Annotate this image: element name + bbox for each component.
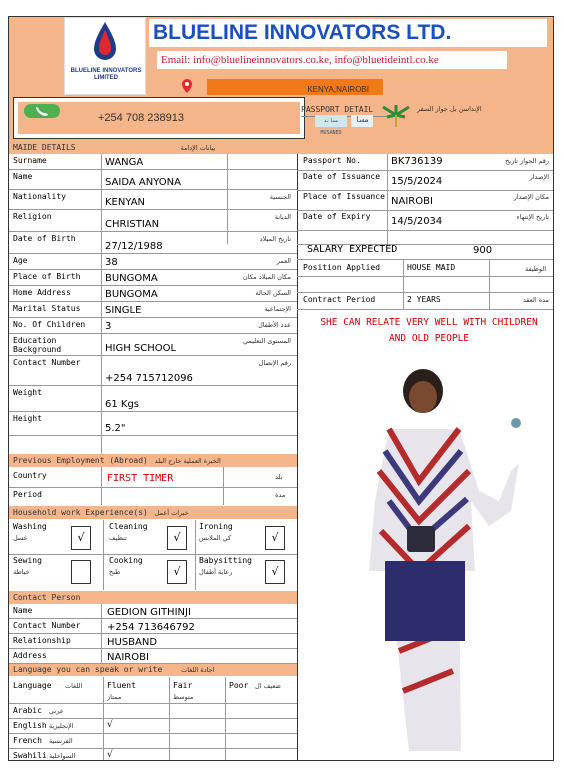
language-title-ar: اجادة اللغات <box>181 666 215 674</box>
maide-label: Education Background <box>13 336 62 354</box>
language-ar: عربي <box>49 707 64 715</box>
contract-label: Contract Period <box>303 295 376 304</box>
palm-tree-icon <box>379 103 413 127</box>
musaned-logo: مساند MUSANED <box>315 115 347 127</box>
maide-label: Age <box>13 256 28 265</box>
email-line: Email: info@bluelineinnovators.co.ke, info@bluetideintl.co.ke <box>157 51 507 69</box>
household-divider <box>103 520 104 590</box>
maide-value: 5.2" <box>105 423 126 434</box>
lang-row-line <box>9 733 297 734</box>
position-ar: الوظيفة <box>525 265 547 273</box>
maide-value: SINGLE <box>105 305 142 316</box>
checkbox[interactable]: √ <box>167 560 187 584</box>
maide-details-header <box>9 141 554 154</box>
fluent-ar: ممتاز <box>107 693 122 701</box>
salary-value: 900 <box>473 245 493 256</box>
contact-person-header <box>9 591 297 604</box>
lang-row-line <box>9 718 297 719</box>
contact-value: +254 713646792 <box>107 622 195 633</box>
column-divider <box>297 154 298 761</box>
household-label: Cleaning <box>109 522 148 531</box>
maide-ar: رقم الإتصال <box>258 359 291 367</box>
water-drop-icon <box>94 22 116 60</box>
language-name: English <box>13 721 47 730</box>
phone-icon <box>24 104 60 118</box>
contact-row <box>9 649 297 664</box>
household-label: Sewing <box>13 556 42 565</box>
household-label: Cooking <box>109 556 143 565</box>
maide-ar: عدد الأطفال <box>258 321 291 329</box>
household-title-ar: خبرات أعمل <box>154 509 189 517</box>
maide-label: Height <box>13 414 42 423</box>
maide-ar: العمر <box>276 257 291 265</box>
location-pin-icon <box>181 79 193 93</box>
maide-label: Name <box>13 172 33 181</box>
checkbox[interactable]: √ <box>167 526 187 550</box>
contact-label: Address <box>13 651 47 660</box>
fair-ar: متوسط <box>173 693 194 701</box>
household-title: Household work Experience(s) <box>13 508 148 517</box>
maide-label: Nationality <box>13 192 66 201</box>
household-divider <box>195 520 196 590</box>
checkbox[interactable]: √ <box>265 526 285 550</box>
language-title: Language you can speak or write <box>13 665 163 674</box>
maide-label: Marital Status <box>13 304 81 313</box>
household-header <box>9 506 297 519</box>
maide-ar: الجنسية <box>269 193 291 201</box>
maide-value: 38 <box>105 257 118 268</box>
previous-title-ar: الخبرة العملية خارج البلد <box>154 457 221 465</box>
header-band <box>9 17 554 141</box>
pp-ar: الإصدار <box>529 173 549 181</box>
logo-text: BLUELINE INNOVATORS LIMITED <box>70 68 142 81</box>
lang-header-label: Language <box>13 681 52 690</box>
contact-value: GEDION GITHINJI <box>107 607 191 618</box>
maide-value: BUNGOMA <box>105 289 158 300</box>
prev-divider <box>101 467 102 505</box>
location-label: KENYA,NAIROBI <box>207 79 383 95</box>
pp-ar: رقم الجواز تاريخ <box>505 157 549 165</box>
pp-label: Date of Expiry <box>303 212 371 221</box>
contract-value: 2 YEARS <box>407 295 441 304</box>
checkbox[interactable]: √ <box>265 560 285 584</box>
maide-value: SAIDA ANYONA <box>105 177 181 188</box>
maide-ar: مكان الميلاد مكان <box>242 273 291 281</box>
pp-value: 15/5/2024 <box>391 176 443 187</box>
household-ar: تنظيف <box>109 534 127 542</box>
language-ar: الإنجليزية <box>49 722 74 730</box>
maide-label: Date of Birth <box>13 234 76 243</box>
contract-ar: مدة العقد <box>523 296 549 304</box>
passport-arabic: الإنداسن بل جواز السفر <box>417 105 482 113</box>
maide-value: +254 715712096 <box>105 373 193 384</box>
maide-ar: السكن الحالة <box>255 289 291 297</box>
household-line <box>9 554 297 555</box>
maide-ar: المستوى التعليمي <box>243 337 291 345</box>
period-ar: مدة <box>275 491 286 499</box>
contact-label: Relationship <box>13 636 71 645</box>
maide-label: No. Of Children <box>13 320 86 329</box>
fair-header: Fair <box>173 681 193 690</box>
phone-box <box>13 97 305 139</box>
salary-label: SALARY EXPECTED <box>307 244 398 255</box>
household-label: Ironing <box>199 522 233 531</box>
language-ar: الفرنسية <box>49 737 73 745</box>
maide-value: WANGA <box>105 157 144 168</box>
maide-value: CHRISTIAN <box>105 219 160 230</box>
candidate-photo <box>349 351 549 751</box>
cv-page <box>8 16 554 761</box>
maide-value: 27/12/1988 <box>105 241 163 252</box>
maide-title-ar: بيانات الإدامة <box>180 144 216 152</box>
position-divider <box>403 259 404 309</box>
passport-detail-label: PASSPORT DETAIL <box>301 105 391 117</box>
lang-row-line <box>9 703 297 704</box>
household-label: Washing <box>13 522 47 531</box>
fluent-header: Fluent <box>107 681 136 690</box>
phone-number: +254 708 238913 <box>98 112 184 124</box>
language-name: Swahili <box>13 751 47 760</box>
household-ar: غسل <box>13 534 28 542</box>
contact-label: Name <box>13 606 33 615</box>
position-divider2 <box>489 259 490 309</box>
maide-title: MAIDE DETAILS <box>13 143 76 152</box>
maide-label: Contact Number <box>13 358 81 367</box>
lang-row-line <box>9 748 297 749</box>
lang-divider <box>103 677 104 761</box>
checkbox[interactable] <box>71 560 91 584</box>
maide-value: 61 Kgs <box>105 399 140 410</box>
fluent-mark: √ <box>107 750 113 760</box>
period-label: Period <box>13 490 42 499</box>
maide-label: Religion <box>13 212 52 221</box>
maide-label: Surname <box>13 156 47 165</box>
musaned-mark: مسا <box>351 115 373 127</box>
pp-row-line <box>297 230 554 231</box>
household-ar: طبخ <box>109 568 121 576</box>
pp-label: Date of Issuance <box>303 172 381 181</box>
maide-value: BUNGOMA <box>105 273 158 284</box>
contact-title: Contact Person <box>13 593 81 602</box>
maide-ar: الإجتماعية <box>264 305 291 313</box>
previous-employment-header <box>9 454 297 467</box>
maide-label: Weight <box>13 388 42 397</box>
maide-value: 3 <box>105 321 112 332</box>
maide-label: Place of Birth <box>13 272 81 281</box>
maide-value: KENYAN <box>105 197 146 208</box>
poor-ar: ضعيف ال <box>255 682 281 690</box>
household-ar: رعاية أطفال <box>199 568 233 576</box>
contract-bottom <box>297 309 554 310</box>
pp-ar: تاريخ الإنتهاء <box>516 213 549 221</box>
pp-ar: مكان الإصدار <box>513 193 549 201</box>
remark-text: SHE CAN RELATE VERY WELL WITH CHILDREN AND OLD PEOPLE <box>320 317 538 344</box>
pp-label: Place of Issuance <box>303 192 385 201</box>
country-ar: بلد <box>275 473 283 481</box>
prev-row-line <box>9 487 297 488</box>
position-label: Position Applied <box>303 263 381 272</box>
position-bottom <box>297 276 554 277</box>
lang-divider <box>169 677 170 761</box>
maide-ar: تاريخ الميلاد <box>259 235 291 243</box>
contact-value: HUSBAND <box>107 637 158 648</box>
contact-divider <box>101 604 102 664</box>
household-ar: خياطة <box>13 568 30 576</box>
pp-row-line <box>297 170 554 171</box>
pp-row-line <box>297 210 554 211</box>
household-label: Babysitting <box>199 556 252 565</box>
checkbox[interactable]: √ <box>71 526 91 550</box>
poor-header: Poor <box>229 681 249 690</box>
language-name: Arabic <box>13 706 42 715</box>
country-label: Country <box>13 471 47 480</box>
pp-value: 14/5/2034 <box>391 216 443 227</box>
lang-header-ar: اللغات <box>65 682 83 690</box>
pp-label: Passport No. <box>303 156 361 165</box>
maide-ar: الديانة <box>274 213 291 221</box>
lang-divider <box>225 677 226 761</box>
position-value: HOUSE MAID <box>407 263 456 272</box>
pp-value: NAIROBI <box>391 196 433 207</box>
contact-value: NAIROBI <box>107 652 149 663</box>
pp-row-line <box>297 190 554 191</box>
household-ar: كي الملابس <box>199 534 232 542</box>
salary-bottom <box>297 259 554 260</box>
prev-divider2 <box>223 467 224 505</box>
contract-top <box>297 292 554 293</box>
language-name: French <box>13 736 42 745</box>
language-ar: السواحلية <box>49 752 76 760</box>
country-value: FIRST TIMER <box>107 473 174 484</box>
company-name: BLUELINE INNOVATORS LTD. <box>149 19 547 47</box>
company-logo <box>64 17 146 95</box>
pp-value: BK736139 <box>391 156 443 167</box>
contact-label: Contact Number <box>13 621 81 630</box>
maide-label: Home Address <box>13 288 71 297</box>
maide-value: HIGH SCHOOL <box>105 343 177 354</box>
fluent-mark: √ <box>107 720 113 730</box>
previous-title: Previous Employment (Abroad) <box>13 456 148 465</box>
language-header <box>9 663 297 676</box>
